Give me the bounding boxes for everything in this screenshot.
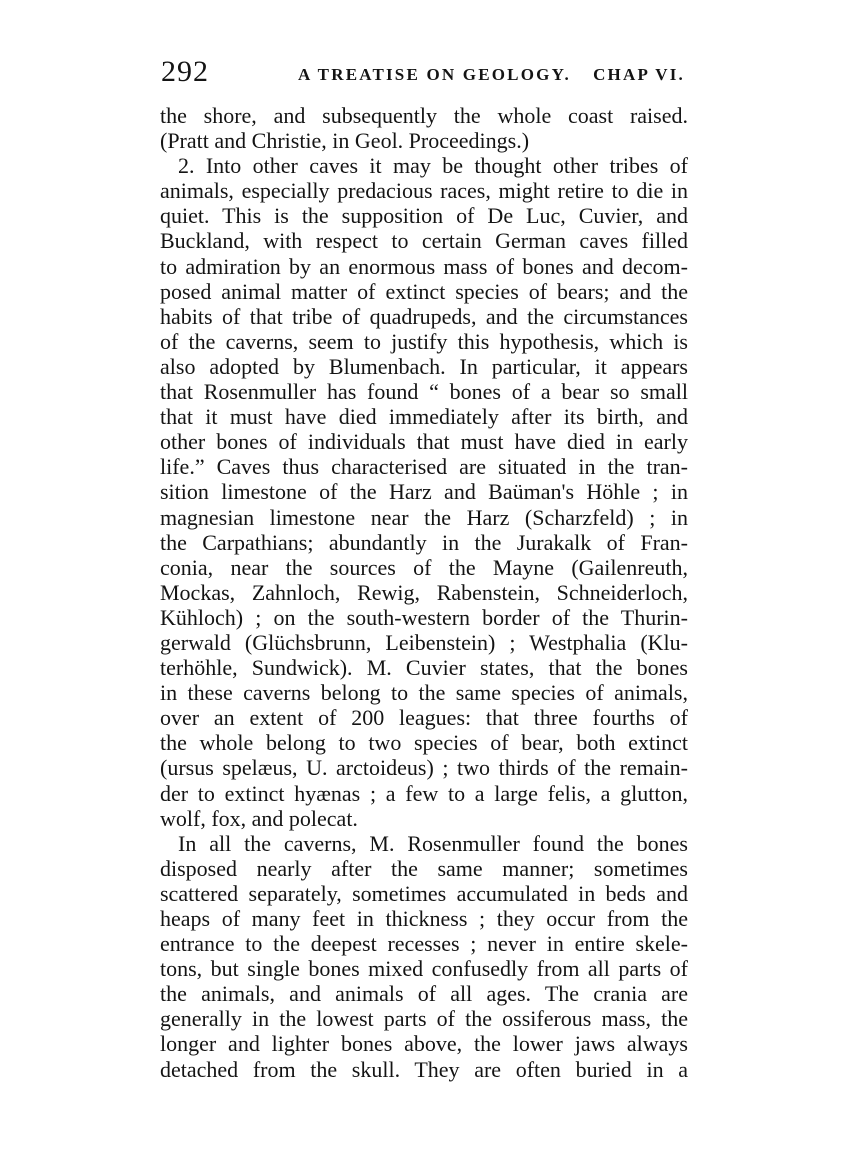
chapter-label: CHAP VI. xyxy=(593,65,685,84)
text-line: gerwald (Glüchsbrunn, Leibenstein) ; Westphalia (Klu- xyxy=(160,629,688,655)
body-text xyxy=(160,103,688,1082)
text-line: of the caverns, seem to justify this hypothesis, which is xyxy=(160,328,688,354)
text-line: generally in the lowest parts of the ossiferous mass, the xyxy=(160,1006,688,1032)
text-line: detached from the skull. They are often buried in a xyxy=(160,1056,688,1082)
text-line: other bones of individuals that must have died in early xyxy=(160,429,688,455)
text-line: longer and lighter bones above, the lower jaws always xyxy=(160,1031,688,1057)
running-head xyxy=(161,52,685,92)
text-line: disposed nearly after the same manner; sometimes xyxy=(160,855,688,881)
text-line: also adopted by Blumenbach. In particular, it appears xyxy=(160,353,688,379)
text-line: habits of that tribe of quadrupeds, and the circumstances xyxy=(160,303,688,329)
text-line: quiet. This is the supposition of De Luc, Cuvier, and xyxy=(160,203,688,229)
text-line: the Carpathians; abundantly in the Jurakalk of Fran- xyxy=(160,529,688,555)
text-line: posed animal matter of extinct species of bears; and the xyxy=(160,278,688,304)
text-line: sition limestone of the Harz and Baüman's Höhle ; in xyxy=(160,479,688,505)
text-line: scattered separately, sometimes accumulated in beds and xyxy=(160,880,688,906)
text-line: to admiration by an enormous mass of bones and decom- xyxy=(160,253,688,279)
text-line: life.” Caves thus characterised are situated in the tran- xyxy=(160,454,688,480)
text-line: wolf, fox, and polecat. xyxy=(160,805,358,831)
text-line: In all the caverns, M. Rosenmuller found the bones xyxy=(178,830,688,856)
text-line: der to extinct hyænas ; a few to a large felis, a glutton, xyxy=(160,780,688,806)
text-line: (Pratt and Christie, in Geol. Proceedings.) xyxy=(160,128,530,154)
text-line: Mockas, Zahnloch, Rewig, Rabenstein, Schneiderloch, xyxy=(160,579,688,605)
text-line: that Rosenmuller has found “ bones of a bear so small xyxy=(160,379,688,405)
text-line: the whole belong to two species of bear, both extinct xyxy=(160,730,688,756)
text-line: the animals, and animals of all ages. The crania are xyxy=(160,981,688,1007)
text-line: over an extent of 200 leagues: that three fourths of xyxy=(160,705,688,731)
text-line: magnesian limestone near the Harz (Scharzfeld) ; in xyxy=(160,504,688,530)
text-line: that it must have died immediately after its birth, and xyxy=(160,404,688,430)
text-line: (ursus spelæus, U. arctoideus) ; two thirds of the remain- xyxy=(160,755,688,781)
page-number: 292 xyxy=(161,55,209,88)
text-line: entrance to the deepest recesses ; never in entire skele- xyxy=(160,931,688,957)
text-line: conia, near the sources of the Mayne (Gailenreuth, xyxy=(160,554,688,580)
text-line: animals, especially predacious races, might retire to die in xyxy=(160,178,688,204)
text-line: heaps of many feet in thickness ; they occur from the xyxy=(160,906,688,931)
text-line: tons, but single bones mixed confusedly from all parts of xyxy=(160,956,688,982)
text-line: the shore, and subsequently the whole coast raised. xyxy=(160,103,688,128)
text-line: 2. Into other caves it may be thought other tribes of xyxy=(178,153,688,179)
text-line: terhöhle, Sundwick). M. Cuvier states, that the bones xyxy=(160,655,688,681)
text-line: Buckland, with respect to certain German caves filled xyxy=(160,228,688,254)
running-title: A TREATISE ON GEOLOGY. xyxy=(298,65,571,84)
text-line: Kühloch) ; on the south-western border of the Thurin- xyxy=(160,604,688,630)
text-line: in these caverns belong to the same species of animals, xyxy=(160,680,688,706)
